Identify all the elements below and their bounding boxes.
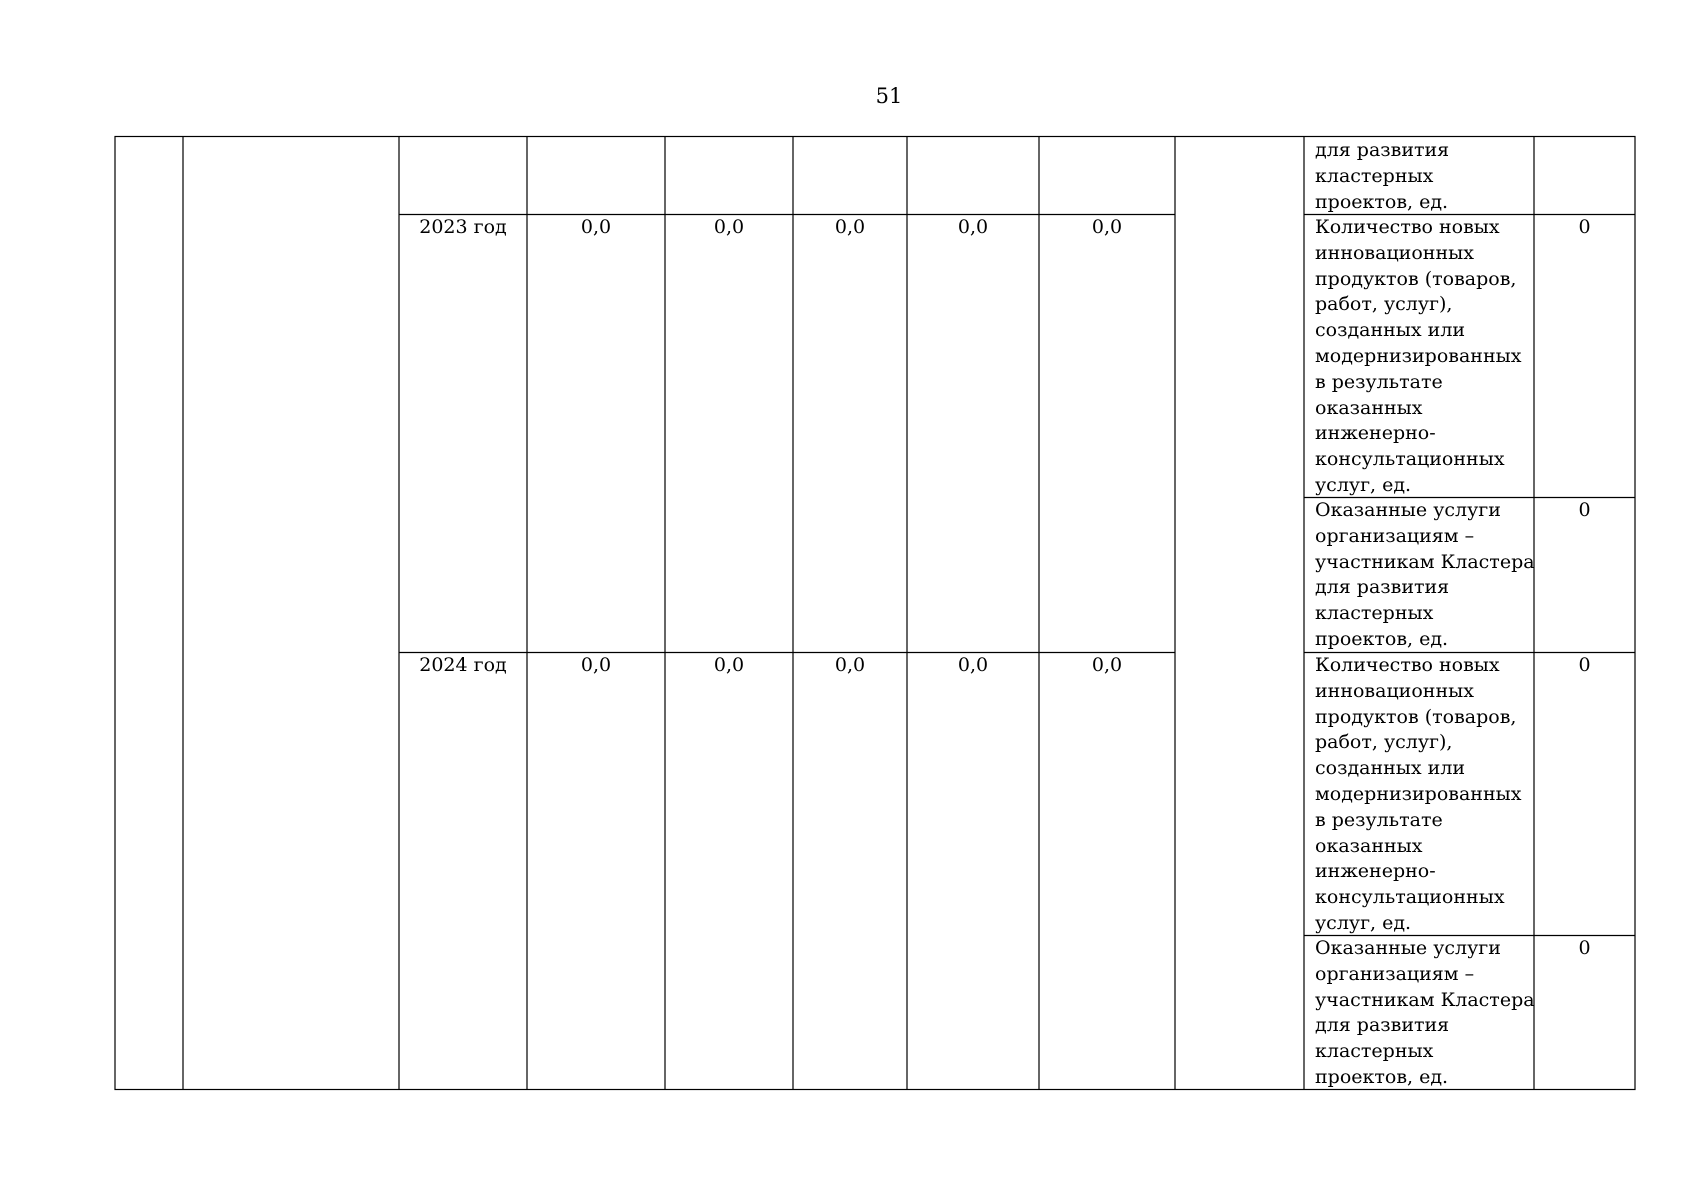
indicator-line: созданных или	[1315, 757, 1466, 780]
indicator-line: инженерно-	[1315, 422, 1436, 445]
indicator-line: организациям –	[1315, 962, 1475, 985]
indicator-value: 0	[1578, 654, 1591, 676]
indicator-line: работ, услуг),	[1315, 731, 1453, 754]
indicator-line: инновационных	[1315, 241, 1474, 264]
indicator-line: инженерно-	[1315, 860, 1436, 883]
year-label-2024: 2024 год	[419, 654, 507, 676]
year-label-2023: 2023 год	[419, 216, 507, 238]
value-cell: 0,0	[834, 216, 866, 238]
value-cell: 0,0	[957, 654, 989, 676]
indicator-line: Оказанные услуги	[1315, 499, 1501, 521]
indicator-line: в результате	[1315, 808, 1443, 831]
indicator-line: кластерных	[1315, 602, 1434, 625]
indicator-line: услуг, ед.	[1315, 911, 1412, 934]
indicator-line: инновационных	[1315, 679, 1474, 702]
continued-indicator	[1315, 138, 1449, 215]
indicator-services-2024	[1315, 936, 1535, 1091]
indicator-line: Количество новых	[1315, 654, 1500, 676]
indicator-value: 0	[1578, 937, 1591, 959]
indicator-new-products-2024	[1315, 653, 1521, 937]
indicator-line: оказанных	[1315, 396, 1423, 419]
indicator-line: созданных или	[1315, 319, 1466, 342]
indicator-line: участникам Кластера	[1315, 988, 1535, 1011]
indicator-line: организациям –	[1315, 524, 1475, 547]
indicator-line: для развития	[1315, 1014, 1450, 1037]
indicator-line: для развития	[1315, 139, 1450, 161]
indicator-line: оказанных	[1315, 834, 1423, 857]
indicator-services-2023	[1315, 498, 1535, 653]
indicator-value: 0	[1578, 216, 1591, 238]
value-cell: 0,0	[957, 216, 989, 238]
indicator-line: кластерных	[1315, 1040, 1434, 1063]
indicator-line: продуктов (товаров,	[1315, 705, 1517, 728]
indicator-line: консультационных	[1315, 886, 1505, 909]
indicator-line: для развития	[1315, 576, 1450, 599]
value-cell: 0,0	[834, 654, 866, 676]
indicator-line: кластерных	[1315, 164, 1434, 187]
indicator-new-products-2023	[1315, 215, 1521, 499]
indicator-line: Количество новых	[1315, 216, 1500, 238]
indicator-line: Оказанные услуги	[1315, 937, 1501, 959]
indicator-line: участникам Кластера	[1315, 550, 1535, 573]
indicator-line: в результате	[1315, 370, 1443, 393]
indicator-line: работ, услуг),	[1315, 293, 1453, 316]
indicator-line: модернизированных	[1315, 782, 1522, 805]
value-cell: 0,0	[713, 216, 745, 238]
page-number: 51	[875, 84, 903, 108]
indicator-line: консультационных	[1315, 448, 1505, 471]
indicator-line: проектов, ед.	[1315, 1065, 1449, 1088]
indicator-line: проектов, ед.	[1315, 627, 1449, 650]
value-cell: 0,0	[1091, 216, 1123, 238]
indicator-line: услуг, ед.	[1315, 473, 1412, 496]
indicator-line: продуктов (товаров,	[1315, 267, 1517, 290]
indicator-line: проектов, ед.	[1315, 190, 1449, 213]
indicator-line: модернизированных	[1315, 344, 1522, 367]
value-cell: 0,0	[713, 654, 745, 676]
value-cell: 0,0	[1091, 654, 1123, 676]
value-cell: 0,0	[580, 216, 612, 238]
value-cell: 0,0	[580, 654, 612, 676]
indicator-value: 0	[1578, 499, 1591, 521]
